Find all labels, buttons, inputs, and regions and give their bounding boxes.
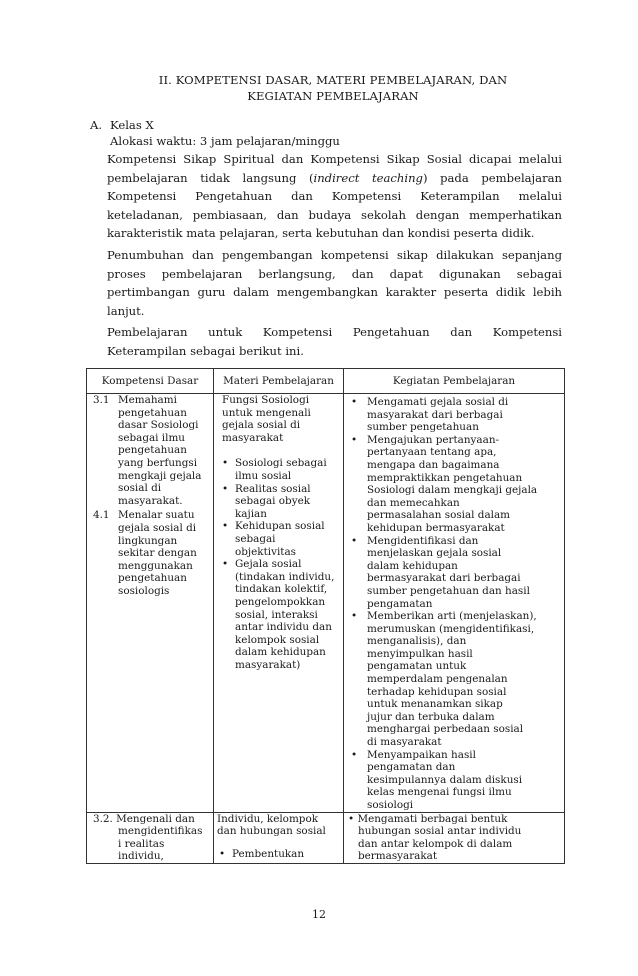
kd-line: pengetahuan bbox=[118, 572, 187, 585]
bullet-icon: • bbox=[351, 396, 358, 408]
list-item-line: mengapa dan bagaimana bbox=[367, 458, 500, 471]
list-item-line: masyarakat dari berbagai bbox=[367, 408, 503, 421]
heading-line-2: KEGIATAN PEMBELAJARAN bbox=[247, 89, 419, 103]
kd-line: sebagai ilmu bbox=[118, 431, 185, 444]
p2-line: Penumbuhan dan pengembangan kompetensi sikap dilakukan sepanjang bbox=[107, 248, 562, 262]
list-item-line: Memberikan arti (menjelaskan), bbox=[367, 610, 537, 623]
list-item-text bbox=[235, 483, 340, 521]
list-item-line: dalam kehidupan bbox=[367, 559, 458, 572]
list-item-line: untuk menanamkan sikap bbox=[367, 698, 503, 711]
list-item-line: pertanyaan tentang apa, bbox=[367, 446, 497, 459]
materi-line: untuk mengenali bbox=[222, 406, 311, 419]
list-item-line: ilmu sosial bbox=[235, 469, 292, 482]
materi-line: masyarakat bbox=[222, 431, 284, 444]
kd-number: 3.1 bbox=[93, 394, 110, 406]
list-item-line: Mengamati gejala sosial di bbox=[367, 396, 509, 408]
bullet-icon: • bbox=[222, 558, 229, 571]
list-item-line: pengelompokkan bbox=[235, 595, 326, 608]
kegiatan-line: dan antar kelompok di dalam bbox=[358, 837, 513, 850]
paragraph-1 bbox=[107, 150, 562, 243]
kegiatan-first-line: • Mengamati berbagai bentuk bbox=[348, 812, 508, 825]
kd-3-2-line: i realitas bbox=[118, 837, 165, 850]
bullet-icon: • bbox=[351, 534, 358, 547]
p3-line: Pembelajaran untuk Kompetensi Pengetahuan dan Kompetensi bbox=[107, 325, 562, 339]
kd-line: masyarakat. bbox=[118, 494, 183, 507]
kd-3-2-first: 3.2. Mengenali dan bbox=[93, 812, 195, 825]
kd-line: sosiologis bbox=[118, 584, 170, 597]
kegiatan-cell bbox=[344, 394, 565, 813]
table-row bbox=[87, 812, 565, 863]
list-item-line: Sosiologi sebagai bbox=[235, 457, 327, 470]
list-item bbox=[220, 558, 340, 671]
list-item-line: sumber pengetahuan bbox=[367, 421, 479, 434]
kd-text bbox=[118, 509, 213, 597]
p1-line: Kompetensi Pengetahuan dan Kompetensi Keterampilan melalui bbox=[107, 189, 562, 204]
list-item bbox=[348, 749, 561, 812]
list-item-line: sosiologi bbox=[367, 799, 414, 811]
kd-line: dasar Sosiologi bbox=[118, 419, 199, 432]
kd-line: sosial di bbox=[118, 482, 162, 495]
section-letter: A. bbox=[90, 118, 103, 132]
list-item bbox=[348, 535, 561, 611]
list-item-line: kelas mengenai fungsi ilmu bbox=[367, 786, 512, 799]
list-item-line: memperdalam pengenalan bbox=[367, 673, 508, 686]
paragraph-2 bbox=[107, 246, 562, 320]
kd-3-2-line: mengidentifikas bbox=[118, 825, 203, 838]
list-item-line: Realitas sosial bbox=[235, 482, 311, 495]
paragraph-3 bbox=[107, 323, 562, 360]
list-item-line: tindakan kolektif, bbox=[235, 583, 328, 596]
kd-3-2-line: individu, bbox=[118, 850, 164, 863]
p1-line: pembelajaran tidak langsung (indirect teaching) pada pembelajaran bbox=[107, 170, 562, 185]
kd-line: mengkaji gejala bbox=[118, 469, 202, 482]
list-item-line: menyimpulkan hasil bbox=[367, 647, 473, 660]
bullet-icon: • bbox=[222, 457, 229, 470]
list-item-line: sebagai bbox=[235, 532, 276, 545]
kd-line: Memahami bbox=[118, 394, 177, 406]
page-number: 12 bbox=[312, 908, 326, 921]
header-kegiatan: Kegiatan Pembelajaran bbox=[344, 369, 565, 394]
kd-line: pengetahuan bbox=[118, 406, 187, 419]
list-item-line: jujur dan terbuka dalam bbox=[367, 710, 495, 723]
kd-line: menggunakan bbox=[118, 559, 193, 572]
chapter-heading bbox=[90, 72, 576, 104]
header-kompetensi-dasar: Kompetensi Dasar bbox=[87, 369, 214, 394]
materi-line: gejala sosial di bbox=[222, 419, 301, 432]
list-item-line: dalam kehidupan bbox=[235, 646, 326, 659]
bullet-icon: • bbox=[222, 482, 229, 495]
kd-line: yang berfungsi bbox=[118, 456, 198, 469]
list-item-line: objektivitas bbox=[235, 545, 296, 558]
materi-line: Fungsi Sosiologi bbox=[222, 394, 310, 406]
list-item-line: (tindakan individu, bbox=[235, 570, 335, 583]
list-item bbox=[220, 457, 340, 482]
list-item-line: Mengajukan pertanyaan- bbox=[367, 433, 500, 446]
kd-item bbox=[87, 394, 213, 507]
section-title bbox=[90, 117, 154, 133]
p1-line: Kompetensi Sikap Spiritual dan Kompetensi Sikap Sosial dicapai melalui bbox=[107, 152, 562, 166]
kd-item bbox=[87, 509, 213, 597]
italic-term: indirect teaching bbox=[313, 170, 423, 185]
kd-line: Menalar suatu bbox=[118, 509, 195, 522]
list-item-line: bermasyarakat dari berbagai bbox=[367, 572, 521, 585]
list-item-line: permasalahan sosial dalam bbox=[367, 509, 511, 522]
list-item-line: Mengidentifikasi dan bbox=[367, 534, 479, 547]
list-item-text bbox=[235, 520, 340, 558]
list-item: • Pembentukan bbox=[219, 847, 305, 860]
list-item-line: Gejala sosial bbox=[235, 558, 302, 571]
materi-line: Individu, kelompok bbox=[217, 812, 318, 825]
list-item-line: menghargai perbedaan sosial bbox=[367, 723, 524, 736]
kd-line: lingkungan bbox=[118, 534, 178, 547]
bullet-icon: • bbox=[351, 748, 358, 761]
list-item-text bbox=[367, 535, 561, 611]
list-item-line: merumuskan (mengidentifikasi, bbox=[367, 622, 535, 635]
list-item-text bbox=[367, 749, 561, 812]
list-item-line: di masyarakat bbox=[367, 736, 442, 749]
materi-intro bbox=[220, 394, 340, 444]
bullet-icon: • bbox=[222, 520, 229, 533]
kd-line: pengetahuan bbox=[118, 444, 187, 457]
table-row bbox=[87, 394, 565, 813]
time-allocation: Alokasi waktu: 3 jam pelajaran/minggu bbox=[110, 134, 340, 148]
list-item-line: masyarakat) bbox=[235, 658, 301, 671]
kd-cell bbox=[87, 812, 214, 863]
list-item-text bbox=[235, 558, 340, 671]
list-item-line: menganalisis), dan bbox=[367, 635, 467, 648]
table-header-row bbox=[87, 369, 565, 394]
list-item-text bbox=[367, 610, 561, 749]
kegiatan-line: hubungan sosial antar individu bbox=[358, 825, 522, 838]
bullet-icon: • bbox=[351, 610, 358, 623]
list-item bbox=[348, 610, 561, 749]
bullet-icon: • bbox=[219, 847, 226, 860]
list-item-line: pengamatan bbox=[367, 597, 433, 610]
kd-line: gejala sosial di bbox=[118, 521, 197, 534]
list-item-line: Sosiologi dalam mengkaji gejala bbox=[367, 484, 538, 497]
kegiatan-list bbox=[348, 396, 561, 812]
header-materi: Materi Pembelajaran bbox=[214, 369, 344, 394]
p2-line: proses pembelajaran berlangsung, dan dapat digunakan sebagai bbox=[107, 266, 562, 281]
list-item-line: kajian bbox=[235, 507, 267, 520]
kd-text bbox=[118, 394, 213, 507]
list-item-line: pengamatan untuk bbox=[367, 660, 467, 673]
kegiatan-cell bbox=[344, 812, 565, 863]
list-item-line: sumber pengetahuan dan hasil bbox=[367, 584, 530, 597]
list-item-line: Menyampaikan hasil bbox=[367, 748, 476, 761]
list-item-line: menjelaskan gejala sosial bbox=[367, 547, 502, 560]
list-item-line: Kehidupan sosial bbox=[235, 520, 325, 533]
list-item-line: mempraktikkan pengetahuan bbox=[367, 471, 523, 484]
list-item-text bbox=[235, 457, 340, 482]
bullet-icon: • bbox=[348, 812, 355, 825]
kd-line: sekitar dengan bbox=[118, 547, 197, 560]
bullet-icon: • bbox=[351, 433, 358, 446]
list-item-line: antar individu dan bbox=[235, 621, 332, 634]
list-item-line: pengamatan dan bbox=[367, 761, 456, 774]
kd-number: 4.1 bbox=[93, 509, 110, 522]
materi-list bbox=[220, 457, 340, 671]
list-item-line: dan memecahkan bbox=[367, 496, 460, 509]
list-item-text bbox=[367, 434, 561, 535]
kegiatan-line: bermasyarakat bbox=[358, 850, 438, 863]
p3-line: Keterampilan sebagai berikut ini. bbox=[107, 343, 304, 358]
list-item-line: terhadap kehidupan sosial bbox=[367, 685, 507, 698]
list-item-line: sebagai obyek bbox=[235, 495, 311, 508]
kd-cell bbox=[87, 394, 214, 813]
list-item bbox=[348, 434, 561, 535]
list-item bbox=[348, 396, 561, 434]
p2-line: pertimbangan guru dalam mengembangkan karakter peserta didik lebih bbox=[107, 285, 562, 300]
list-item-line: sosial, interaksi bbox=[235, 608, 318, 621]
competency-table bbox=[86, 368, 565, 864]
p2-line: lanjut. bbox=[107, 303, 145, 318]
materi-cell bbox=[214, 394, 344, 813]
p1-line: karakteristik mata pelajaran, serta kebutuhan dan kondisi peserta didik. bbox=[107, 226, 535, 241]
materi-line: dan hubungan sosial bbox=[217, 825, 326, 838]
list-item bbox=[220, 483, 340, 521]
list-item bbox=[220, 520, 340, 558]
materi-cell bbox=[214, 812, 344, 863]
list-item-line: kesimpulannya dalam diskusi bbox=[367, 773, 523, 786]
p1-line: keteladanan, pembiasaan, dan budaya sekolah dengan memperhatikan bbox=[107, 207, 562, 222]
list-item-line: kehidupan bermasyarakat bbox=[367, 521, 505, 534]
list-item-text bbox=[367, 396, 561, 434]
list-item-line: kelompok sosial bbox=[235, 633, 320, 646]
heading-line-1: II. KOMPETENSI DASAR, MATERI PEMBELAJARAN, DAN bbox=[158, 73, 508, 87]
section-name: Kelas X bbox=[110, 118, 154, 132]
